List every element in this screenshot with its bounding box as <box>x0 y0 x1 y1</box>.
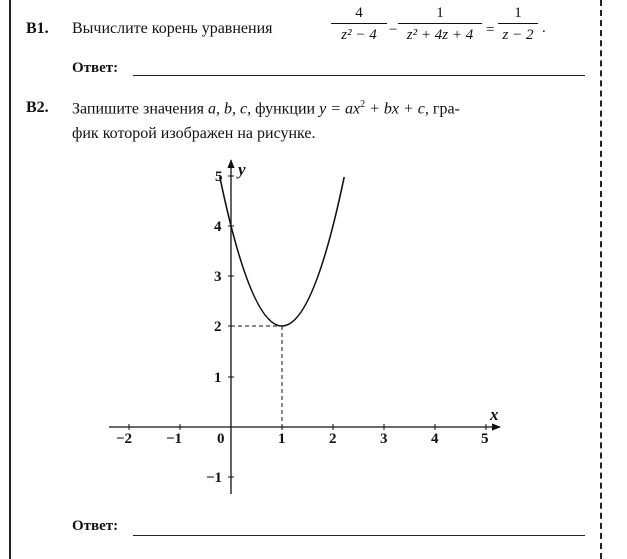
y-axis-label: y <box>238 160 246 179</box>
x-tick-label: 3 <box>380 431 388 447</box>
parabola-curve <box>220 177 344 326</box>
y-tick-label: 5 <box>215 169 223 185</box>
b1-frac1-numerator: 4 <box>355 5 363 21</box>
b1-frac2-denominator: z² + 4z + 4 <box>406 27 474 43</box>
b2-vars: a, b, c, <box>207 100 252 118</box>
b2-answer-label: Ответ: <box>72 518 119 534</box>
b2-formula-y: y = ax <box>319 100 361 118</box>
b1-frac3-denominator: z − 2 <box>502 27 534 43</box>
x-tick-label: 4 <box>431 431 439 447</box>
x-tick-label: −2 <box>116 431 133 447</box>
y-tick-label: 1 <box>214 370 222 386</box>
task-b2-text-line2: фик которой изображен на рисунке. <box>72 125 316 142</box>
b2-text-b: функции <box>255 100 316 118</box>
task-b1-text: Вычислите корень уравнения <box>72 20 273 37</box>
task-b2-number: B2. <box>26 99 49 116</box>
y-tick-label: −1 <box>206 470 223 486</box>
b1-minus-operator: − <box>389 22 398 38</box>
b2-answer-field[interactable] <box>133 535 585 536</box>
b2-formula-rest: + bx + c, <box>365 100 429 118</box>
b2-text-c: гра- <box>432 100 460 118</box>
x-tick-label: 2 <box>329 431 337 447</box>
b1-frac2-numerator: 1 <box>436 5 444 21</box>
y-tick-label: 2 <box>214 319 222 335</box>
task-b1-number: B1. <box>26 20 49 37</box>
b1-period: . <box>542 20 546 36</box>
b1-frac3-numerator: 1 <box>514 5 522 21</box>
b2-formula-exp: 2 <box>360 99 366 110</box>
y-tick-label: 4 <box>214 219 222 235</box>
x-tick-label: 1 <box>278 431 286 447</box>
x-tick-label: −1 <box>166 431 183 447</box>
x-tick-label: 0 <box>217 431 225 447</box>
b2-text-a: Запишите значения <box>72 100 204 118</box>
b1-answer-label: Ответ: <box>72 60 119 76</box>
b1-frac1-denominator: z² − 4 <box>341 27 377 43</box>
b1-equals-operator: = <box>486 22 495 38</box>
y-tick-label: 3 <box>214 269 222 285</box>
x-tick-label: 5 <box>481 431 489 447</box>
x-axis-label: x <box>490 405 499 424</box>
